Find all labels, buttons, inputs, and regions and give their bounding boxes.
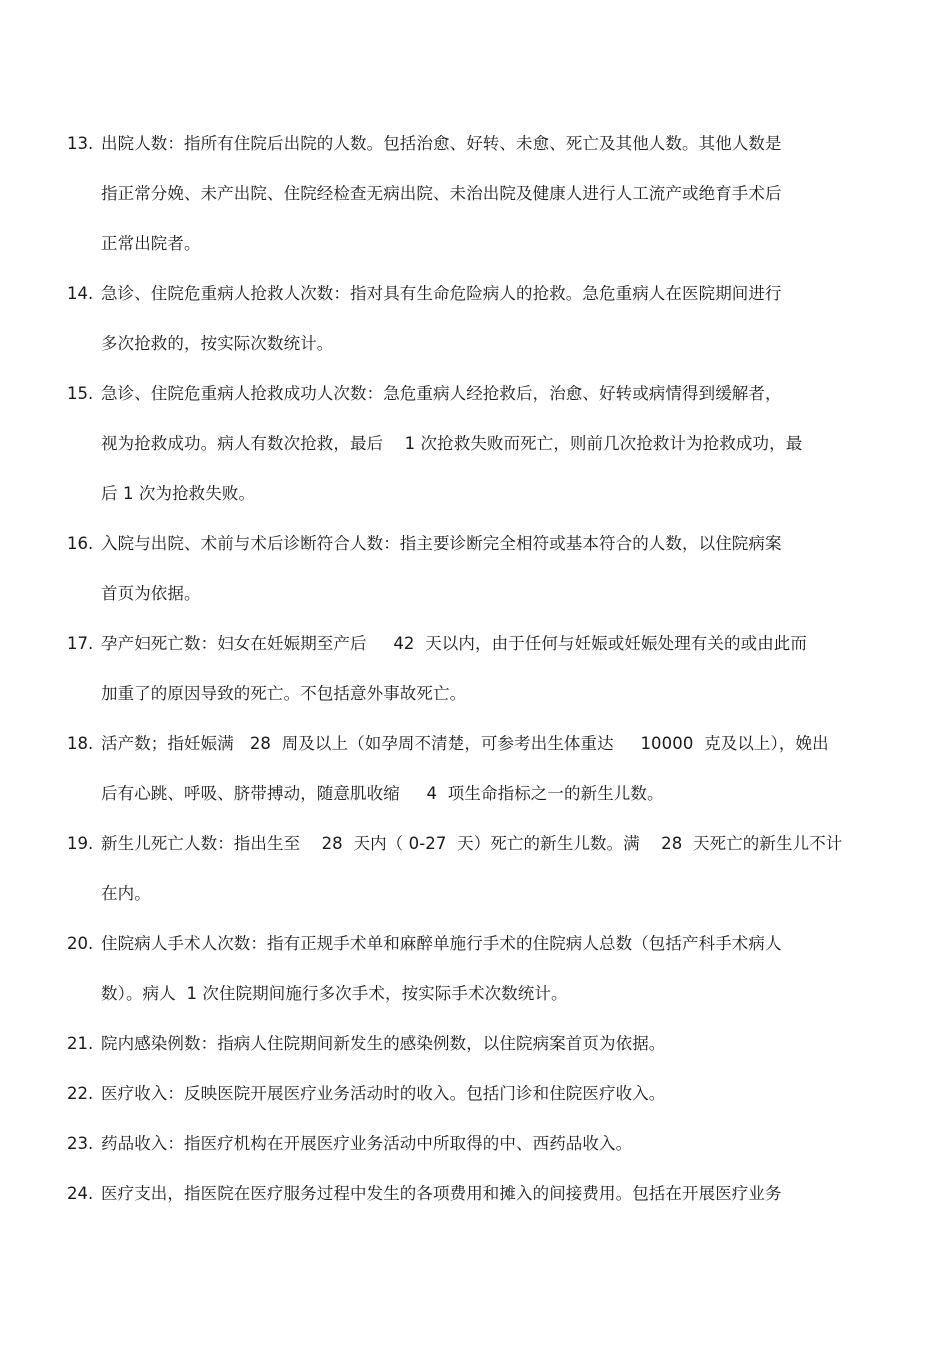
item-number: 21. [67, 1034, 94, 1053]
item-number: 13. [67, 134, 94, 153]
item-number: 15. [67, 384, 94, 403]
item-text-line: 住院病人手术人次数：指有正规手术单和麻醉单施行手术的住院病人总数（包括产科手术病人 [101, 934, 782, 953]
item-number: 20. [67, 934, 94, 953]
item-number: 17. [67, 634, 94, 653]
item-text-line: 医疗收入：反映医院开展医疗业务活动时的收入。包括门诊和住院医疗收入。 [101, 1084, 666, 1103]
item-text-line: 新生儿死亡人数：指出生至 28 天内（ 0-27 天）死亡的新生儿数。满 28 天死亡的新生儿不计 [101, 834, 843, 853]
item-text-line: 孕产妇死亡数：妇女在妊娠期至产后 42 天以内，由于任何与妊娠或妊娠处理有关的或由此而 [101, 634, 808, 653]
item-text-line: 后 1 次为抢救失败。 [101, 484, 256, 503]
item-text-line: 多次抢救的，按实际次数统计。 [101, 334, 334, 353]
item-number: 23. [67, 1134, 94, 1153]
item-text-line: 加重了的原因导致的死亡。不包括意外事故死亡。 [101, 684, 467, 703]
item-text-line: 活产数；指妊娠满 28 周及以上（如孕周不清楚，可参考出生体重达 10000 克及以上），娩出 [101, 734, 829, 753]
item-text-line: 后有心跳、呼吸、脐带搏动，随意肌收缩 4 项生命指标之一的新生儿数。 [101, 784, 664, 803]
item-text-line: 急诊、住院危重病人抢救成功人次数：急危重病人经抢救后，治愈、好转或病情得到缓解者， [101, 384, 782, 403]
item-text-line: 在内。 [101, 884, 151, 903]
item-text-line: 指正常分娩、未产出院、住院经检查无病出院、未治出院及健康人进行人工流产或绝育手术后 [101, 184, 782, 203]
item-text-line: 出院人数：指所有住院后出院的人数。包括治愈、好转、未愈、死亡及其他人数。其他人数是 [101, 134, 782, 153]
item-text-line: 正常出院者。 [101, 234, 201, 253]
item-text-line: 入院与出院、术前与术后诊断符合人数：指主要诊断完全相符或基本符合的人数，以住院病案 [101, 534, 782, 553]
item-text-line: 院内感染例数：指病人住院期间新发生的感染例数，以住院病案首页为依据。 [101, 1034, 666, 1053]
item-text-line: 数）。病人 1 次住院期间施行多次手术，按实际手术次数统计。 [101, 984, 568, 1003]
item-text-line: 视为抢救成功。病人有数次抢救，最后 1 次抢救失败而死亡，则前几次抢救计为抢救成功，最 [101, 434, 803, 453]
item-number: 19. [67, 834, 94, 853]
item-number: 22. [67, 1084, 94, 1103]
item-text-line: 医疗支出，指医院在医疗服务过程中发生的各项费用和摊入的间接费用。包括在开展医疗业务 [101, 1184, 782, 1203]
item-number: 24. [67, 1184, 94, 1203]
item-text-line: 药品收入：指医疗机构在开展医疗业务活动中所取得的中、西药品收入。 [101, 1134, 633, 1153]
item-number: 18. [67, 734, 94, 753]
item-text-line: 首页为依据。 [101, 584, 201, 603]
item-number: 16. [67, 534, 94, 553]
item-number: 14. [67, 284, 94, 303]
item-text-line: 急诊、住院危重病人抢救人次数：指对具有生命危险病人的抢救。急危重病人在医院期间进行 [101, 284, 782, 303]
